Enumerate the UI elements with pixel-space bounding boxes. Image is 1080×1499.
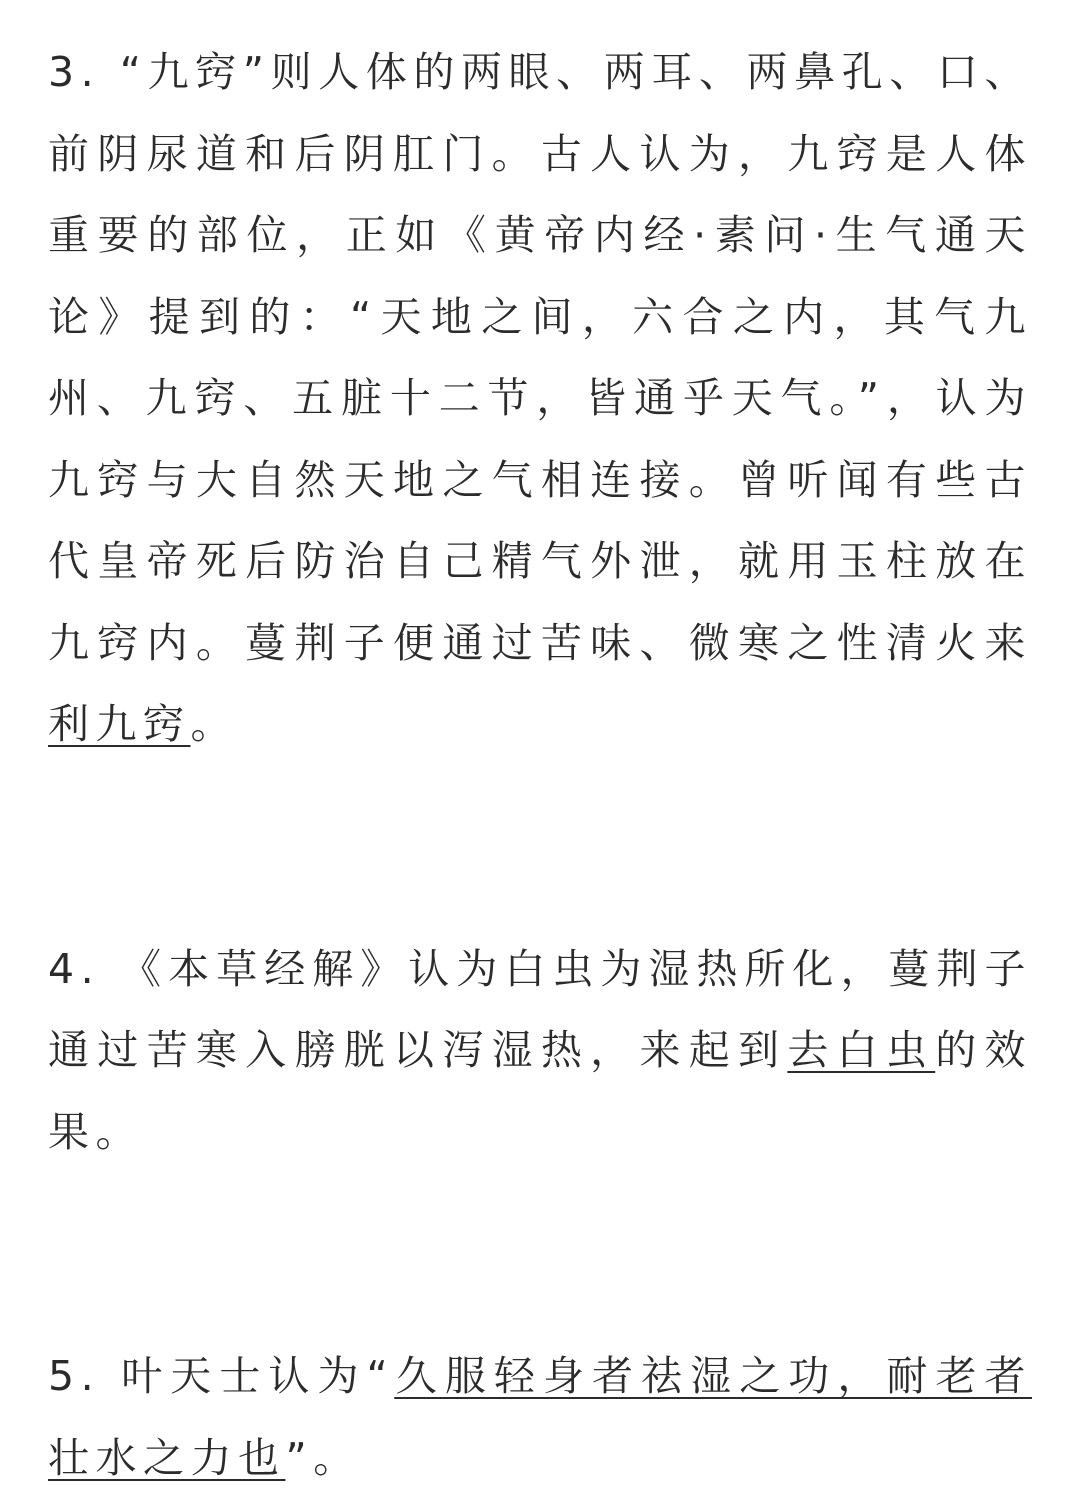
text-segment: ”。 xyxy=(285,1433,361,1482)
article-body xyxy=(48,32,1032,1499)
underlined-phrase: 利九窍 xyxy=(48,700,191,748)
text-segment: 的效果。 xyxy=(48,1026,1033,1156)
text-segment: 5. 叶天士认为“ xyxy=(48,1352,395,1400)
text-segment: 3. “九窍”则人体的两眼、两耳、两鼻孔、口、前阴尿道和后阴肛门。古人认为，九窍是人体重要的部位，正如《黄帝内经·素问·生气通天论》提到的：“天地之间，六合之内，其气九州、九窍、五脏十二节，皆通乎天气。”，认为九窍与大自然天地之气相连接。曾听闻有些古代皇帝死后防治自己精气外泄，就用玉柱放在九窍内。蔓荆子便通过苦味、微寒之性清火来 xyxy=(48,48,1032,667)
paragraph-item-3 xyxy=(48,32,1032,766)
paragraph-item-4 xyxy=(48,929,1032,1174)
underlined-phrase: 久服轻身者祛湿之功，耐老者壮水之力也 xyxy=(48,1352,1032,1482)
underlined-phrase: 去白虫 xyxy=(787,1026,936,1074)
text-segment: 4. 《本草经解》认为白虫为湿热所化，蔓荆子通过苦寒入膀胱以泻湿热，来起到 xyxy=(48,944,1032,1074)
paragraph-item-5 xyxy=(48,1336,1032,1499)
text-segment: 。 xyxy=(190,700,238,748)
